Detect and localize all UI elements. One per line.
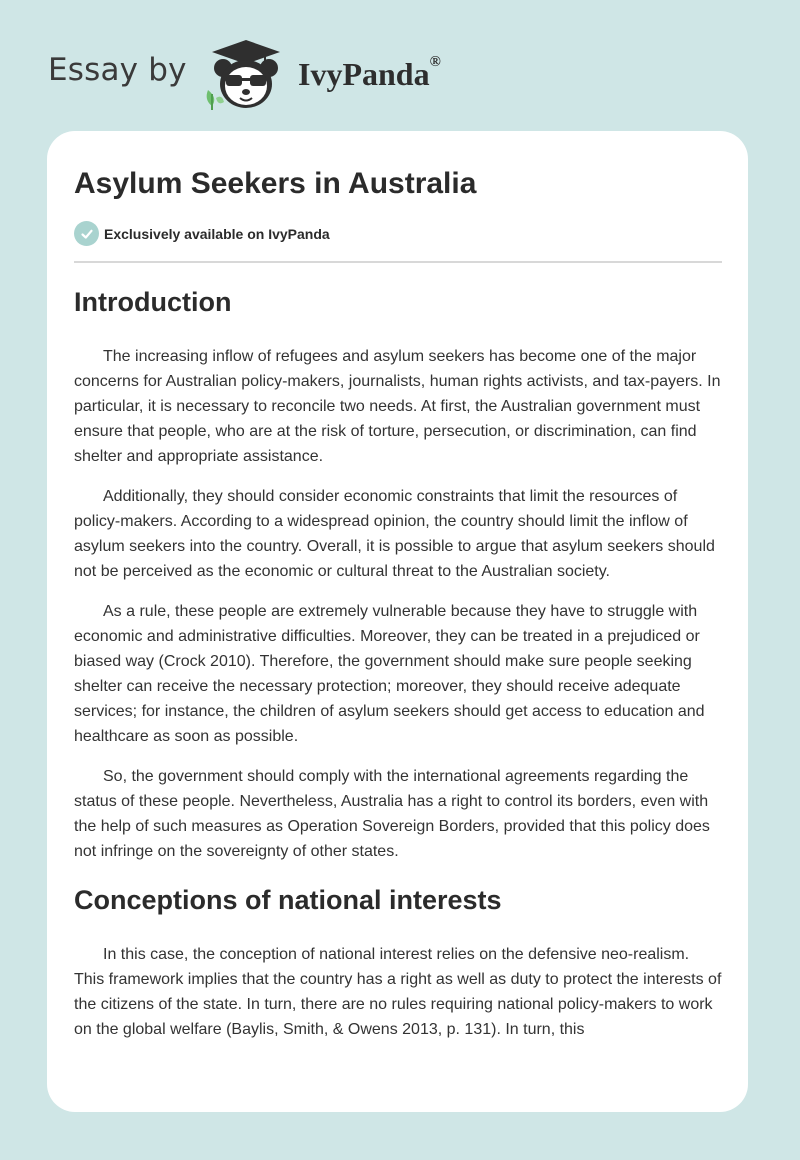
paragraph: Additionally, they should consider economic constraints that limit the resources of policy-makers. According to a widespread opinion, the country should limit the inflow of asylum seekers into the country. Overall, it is possible to argue that asylum seekers should not be perceived as the economic or cultural threat to the Australian society. xyxy=(74,488,715,580)
paragraph: The increasing inflow of refugees and asylum seekers has become one of the major concerns for Australian policy-makers, journalists, human rights activists, and tax-payers. In particular, it is necessary to reconcile two needs. At first, the Australian government must ensure that people, who are at the risk of torture, persecution, or discrimination, can find shelter and appropriate assistance. xyxy=(74,348,721,465)
ivypanda-logo-icon[interactable] xyxy=(202,34,302,114)
paragraph: As a rule, these people are extremely vulnerable because they have to struggle with economic and administrative difficulties. Moreover, they can be treated in a prejudiced or biased way (Crock 2010). Therefore, the government should make sure people seeking shelter can receive the necessary protection; moreover, they should receive adequate services; for instance, the children of asylum seekers should get access to education and healthcare as soon as possible. xyxy=(74,603,705,745)
essay-card xyxy=(47,131,748,1112)
exclusive-label: Exclusively available on IvyPanda xyxy=(104,225,330,242)
divider xyxy=(74,261,722,263)
essay-by-label: Essay by xyxy=(48,52,187,88)
article-body xyxy=(74,282,722,1057)
site-header xyxy=(48,34,508,114)
section-heading-introduction: Introduction xyxy=(74,287,232,317)
page-title: Asylum Seekers in Australia xyxy=(74,167,477,200)
brand-name[interactable]: IvyPanda® xyxy=(298,54,441,92)
paragraph: So, the government should comply with the international agreements regarding the status of these people. Nevertheless, Australia has a right to control its borders, even with the help of such measures as Operation Sovereign Borders, provided that this policy does not infringe on the sovereignty of other states. xyxy=(74,768,710,860)
exclusive-badge xyxy=(74,221,330,246)
checkmark-icon xyxy=(74,221,99,246)
paragraph: In this case, the conception of national interest relies on the defensive neo-realism. This framework implies that the country has a right as well as duty to protect the interests of the citizens of the state. In turn, there are no rules requiring national policy-makers to work on the global welfare (Baylis, Smith, & Owens 2013, p. 131). In turn, this xyxy=(74,946,722,1038)
section-heading-national-interests: Conceptions of national interests xyxy=(74,885,502,915)
